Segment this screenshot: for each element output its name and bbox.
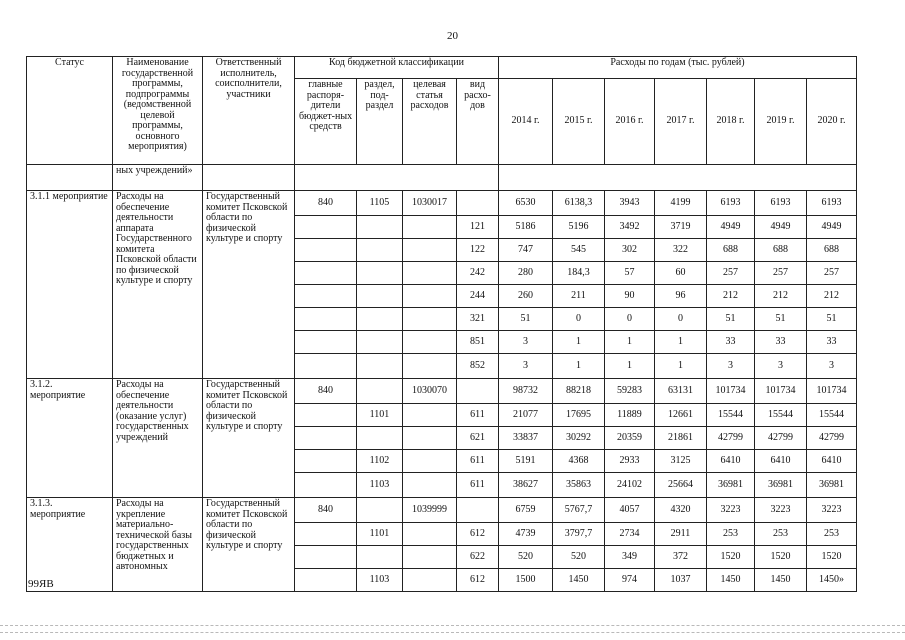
amount-cell: 38627 xyxy=(499,473,553,498)
amount-cell: 1500 xyxy=(499,569,553,592)
amount-cell: 96 xyxy=(655,285,707,308)
amount-cell: 5191 xyxy=(499,450,553,473)
footer-code: 99ЯВ xyxy=(28,578,54,590)
amount-cell: 3 xyxy=(755,354,807,379)
section-cell xyxy=(357,427,403,450)
amount-cell: 3492 xyxy=(605,216,655,239)
measure-name: Расходы на обеспечение деятельности (оказание услуг) государственных учреждений xyxy=(113,379,203,498)
section-cell: 1101 xyxy=(357,523,403,546)
amount-cell: 3223 xyxy=(807,498,857,523)
amount-cell: 51 xyxy=(755,308,807,331)
amount-cell: 520 xyxy=(553,546,605,569)
grbs-cell xyxy=(295,285,357,308)
measure-status: 3.1.3. мероприятие xyxy=(27,498,113,592)
amount-cell: 20359 xyxy=(605,427,655,450)
type-cell: 244 xyxy=(457,285,499,308)
amount-cell: 6193 xyxy=(807,191,857,216)
section-cell xyxy=(357,239,403,262)
amount-cell: 3223 xyxy=(707,498,755,523)
amount-cell: 33 xyxy=(707,331,755,354)
amount-cell: 15544 xyxy=(755,404,807,427)
header-year-2018: 2018 г. xyxy=(707,79,755,165)
amount-cell: 3943 xyxy=(605,191,655,216)
header-grbs: главные распоря-дители бюджет-ных средств xyxy=(295,79,357,165)
amount-cell: 36981 xyxy=(707,473,755,498)
header-status: Статус xyxy=(27,57,113,165)
type-cell: 611 xyxy=(457,450,499,473)
amount-cell: 0 xyxy=(553,308,605,331)
amount-cell: 3223 xyxy=(755,498,807,523)
amount-cell: 0 xyxy=(655,308,707,331)
target-cell xyxy=(403,427,457,450)
amount-cell: 2734 xyxy=(605,523,655,546)
type-cell: 621 xyxy=(457,427,499,450)
amount-cell: 545 xyxy=(553,239,605,262)
amount-cell: 6193 xyxy=(755,191,807,216)
header-type: вид расхо-дов xyxy=(457,79,499,165)
type-cell: 321 xyxy=(457,308,499,331)
amount-cell: 6759 xyxy=(499,498,553,523)
amount-cell: 1450 xyxy=(553,569,605,592)
scan-artifact-line xyxy=(0,625,905,626)
amount-cell: 101734 xyxy=(755,379,807,404)
type-cell xyxy=(457,498,499,523)
measure-status: 3.1.1 мероприятие xyxy=(27,191,113,379)
amount-cell: 21861 xyxy=(655,427,707,450)
amount-cell: 25664 xyxy=(655,473,707,498)
type-cell: 122 xyxy=(457,239,499,262)
page-number: 20 xyxy=(447,30,458,42)
section-cell: 1105 xyxy=(357,191,403,216)
amount-cell: 63131 xyxy=(655,379,707,404)
header-row-1 xyxy=(27,57,857,79)
section-cell xyxy=(357,546,403,569)
amount-cell: 253 xyxy=(707,523,755,546)
amount-cell: 1 xyxy=(553,354,605,379)
amount-cell: 1450 xyxy=(707,569,755,592)
grbs-cell xyxy=(295,216,357,239)
grbs-cell xyxy=(295,427,357,450)
type-cell xyxy=(457,191,499,216)
amount-cell: 1520 xyxy=(807,546,857,569)
amount-cell: 15544 xyxy=(707,404,755,427)
target-cell xyxy=(403,308,457,331)
type-cell: 852 xyxy=(457,354,499,379)
amount-cell: 372 xyxy=(655,546,707,569)
amount-cell: 974 xyxy=(605,569,655,592)
amount-cell: 15544 xyxy=(807,404,857,427)
amount-cell: 33837 xyxy=(499,427,553,450)
type-cell: 612 xyxy=(457,569,499,592)
amount-cell: 1450 xyxy=(755,569,807,592)
target-cell xyxy=(403,404,457,427)
section-cell: 1102 xyxy=(357,450,403,473)
amount-cell: 11889 xyxy=(605,404,655,427)
amount-cell: 36981 xyxy=(807,473,857,498)
amount-cell: 101734 xyxy=(707,379,755,404)
header-name: Наименование государственной программы, подпрограммы (ведомственной целевой программы, основного мероприятия) xyxy=(113,57,203,165)
amount-cell: 1 xyxy=(605,331,655,354)
amount-cell: 0 xyxy=(605,308,655,331)
amount-cell: 33 xyxy=(807,331,857,354)
table-row xyxy=(27,379,857,404)
target-cell xyxy=(403,262,457,285)
amount-cell: 101734 xyxy=(807,379,857,404)
amount-cell: 1450» xyxy=(807,569,857,592)
amount-cell: 21077 xyxy=(499,404,553,427)
amount-cell: 3 xyxy=(807,354,857,379)
amount-cell: 36981 xyxy=(755,473,807,498)
amount-cell: 1520 xyxy=(755,546,807,569)
section-cell xyxy=(357,498,403,523)
type-cell xyxy=(457,379,499,404)
amount-cell: 2911 xyxy=(655,523,707,546)
header-year-2016: 2016 г. xyxy=(605,79,655,165)
grbs-cell xyxy=(295,331,357,354)
amount-cell: 6530 xyxy=(499,191,553,216)
header-year-2019: 2019 г. xyxy=(755,79,807,165)
amount-cell: 212 xyxy=(807,285,857,308)
grbs-cell: 840 xyxy=(295,379,357,404)
grbs-cell xyxy=(295,239,357,262)
section-cell xyxy=(357,308,403,331)
amount-cell: 6410 xyxy=(707,450,755,473)
amount-cell: 6410 xyxy=(755,450,807,473)
amount-cell: 3797,7 xyxy=(553,523,605,546)
target-cell: 1030017 xyxy=(403,191,457,216)
header-year-2014: 2014 г. xyxy=(499,79,553,165)
amount-cell: 24102 xyxy=(605,473,655,498)
header-year-2020: 2020 г. xyxy=(807,79,857,165)
amount-cell: 51 xyxy=(707,308,755,331)
section-cell xyxy=(357,379,403,404)
measure-status: 3.1.2. мероприятие xyxy=(27,379,113,498)
amount-cell: 1037 xyxy=(655,569,707,592)
amount-cell: 3125 xyxy=(655,450,707,473)
amount-cell: 688 xyxy=(807,239,857,262)
amount-cell: 4949 xyxy=(755,216,807,239)
target-cell xyxy=(403,239,457,262)
amount-cell: 30292 xyxy=(553,427,605,450)
type-cell: 121 xyxy=(457,216,499,239)
target-cell xyxy=(403,216,457,239)
amount-cell: 302 xyxy=(605,239,655,262)
amount-cell: 12661 xyxy=(655,404,707,427)
measure-responsible: Государственный комитет Псковской области по физической культуре и спорту xyxy=(203,191,295,379)
amount-cell: 88218 xyxy=(553,379,605,404)
amount-cell: 5196 xyxy=(553,216,605,239)
section-cell xyxy=(357,285,403,308)
amount-cell: 184,3 xyxy=(553,262,605,285)
header-target: целевая статья расходов xyxy=(403,79,457,165)
amount-cell: 349 xyxy=(605,546,655,569)
amount-cell: 3719 xyxy=(655,216,707,239)
amount-cell: 4199 xyxy=(655,191,707,216)
measure-name: Расходы на укрепление материально-технической базы государственных бюджетных и автономных xyxy=(113,498,203,592)
amount-cell: 212 xyxy=(755,285,807,308)
amount-cell: 42799 xyxy=(807,427,857,450)
grbs-cell xyxy=(295,523,357,546)
amount-cell: 2933 xyxy=(605,450,655,473)
amount-cell: 35863 xyxy=(553,473,605,498)
amount-cell: 59283 xyxy=(605,379,655,404)
grbs-cell xyxy=(295,546,357,569)
type-cell: 611 xyxy=(457,404,499,427)
amount-cell: 257 xyxy=(707,262,755,285)
amount-cell: 4949 xyxy=(707,216,755,239)
amount-cell: 280 xyxy=(499,262,553,285)
amount-cell: 5186 xyxy=(499,216,553,239)
header-expenses: Расходы по годам (тыс. рублей) xyxy=(499,57,857,79)
amount-cell: 5767,7 xyxy=(553,498,605,523)
type-cell: 242 xyxy=(457,262,499,285)
target-cell xyxy=(403,331,457,354)
amount-cell: 688 xyxy=(707,239,755,262)
amount-cell: 90 xyxy=(605,285,655,308)
measure-responsible: Государственный комитет Псковской области по физической культуре и спорту xyxy=(203,379,295,498)
amount-cell: 57 xyxy=(605,262,655,285)
amount-cell: 257 xyxy=(807,262,857,285)
grbs-cell xyxy=(295,569,357,592)
grbs-cell xyxy=(295,473,357,498)
amount-cell: 17695 xyxy=(553,404,605,427)
header-budget-code: Код бюджетной классификации xyxy=(295,57,499,79)
amount-cell: 520 xyxy=(499,546,553,569)
grbs-cell: 840 xyxy=(295,191,357,216)
amount-cell: 322 xyxy=(655,239,707,262)
measure-responsible: Государственный комитет Псковской области по физической культуре и спорту xyxy=(203,498,295,592)
amount-cell: 4057 xyxy=(605,498,655,523)
target-cell xyxy=(403,450,457,473)
amount-cell: 747 xyxy=(499,239,553,262)
continuation-row xyxy=(27,165,857,191)
amount-cell: 4739 xyxy=(499,523,553,546)
amount-cell: 60 xyxy=(655,262,707,285)
amount-cell: 3 xyxy=(499,354,553,379)
target-cell xyxy=(403,569,457,592)
header-year-2017: 2017 г. xyxy=(655,79,707,165)
amount-cell: 253 xyxy=(807,523,857,546)
amount-cell: 1 xyxy=(553,331,605,354)
section-cell xyxy=(357,216,403,239)
target-cell: 1030070 xyxy=(403,379,457,404)
table-body xyxy=(27,57,857,592)
amount-cell: 3 xyxy=(499,331,553,354)
target-cell xyxy=(403,285,457,308)
section-cell xyxy=(357,262,403,285)
target-cell xyxy=(403,523,457,546)
grbs-cell xyxy=(295,262,357,285)
section-cell: 1103 xyxy=(357,569,403,592)
target-cell xyxy=(403,473,457,498)
section-cell: 1101 xyxy=(357,404,403,427)
amount-cell: 257 xyxy=(755,262,807,285)
grbs-cell xyxy=(295,404,357,427)
measure-name: Расходы на обеспечение деятельности аппарата Государственного комитета Псковской области по физической культуре и спорту xyxy=(113,191,203,379)
type-cell: 622 xyxy=(457,546,499,569)
amount-cell: 688 xyxy=(755,239,807,262)
section-cell: 1103 xyxy=(357,473,403,498)
target-cell: 1039999 xyxy=(403,498,457,523)
amount-cell: 6193 xyxy=(707,191,755,216)
amount-cell: 1 xyxy=(655,331,707,354)
amount-cell: 51 xyxy=(499,308,553,331)
target-cell xyxy=(403,546,457,569)
amount-cell: 98732 xyxy=(499,379,553,404)
amount-cell: 4320 xyxy=(655,498,707,523)
header-section: раздел, под-раздел xyxy=(357,79,403,165)
grbs-cell xyxy=(295,450,357,473)
amount-cell: 4949 xyxy=(807,216,857,239)
type-cell: 611 xyxy=(457,473,499,498)
header-responsible: Ответственный исполнитель, соисполнители, участники xyxy=(203,57,295,165)
type-cell: 612 xyxy=(457,523,499,546)
budget-table xyxy=(26,56,857,592)
grbs-cell xyxy=(295,354,357,379)
amount-cell: 4368 xyxy=(553,450,605,473)
section-cell xyxy=(357,354,403,379)
amount-cell: 260 xyxy=(499,285,553,308)
table-row xyxy=(27,191,857,216)
header-year-2015: 2015 г. xyxy=(553,79,605,165)
grbs-cell: 840 xyxy=(295,498,357,523)
amount-cell: 42799 xyxy=(707,427,755,450)
amount-cell: 1 xyxy=(605,354,655,379)
amount-cell: 253 xyxy=(755,523,807,546)
amount-cell: 1520 xyxy=(707,546,755,569)
section-cell xyxy=(357,331,403,354)
grbs-cell xyxy=(295,308,357,331)
amount-cell: 6138,3 xyxy=(553,191,605,216)
amount-cell: 6410 xyxy=(807,450,857,473)
target-cell xyxy=(403,354,457,379)
scan-artifact-line xyxy=(0,632,905,633)
continuation-text: ных учреждений» xyxy=(113,165,203,191)
type-cell: 851 xyxy=(457,331,499,354)
amount-cell: 1 xyxy=(655,354,707,379)
table-row xyxy=(27,498,857,523)
amount-cell: 211 xyxy=(553,285,605,308)
amount-cell: 42799 xyxy=(755,427,807,450)
amount-cell: 33 xyxy=(755,331,807,354)
amount-cell: 51 xyxy=(807,308,857,331)
amount-cell: 212 xyxy=(707,285,755,308)
amount-cell: 3 xyxy=(707,354,755,379)
